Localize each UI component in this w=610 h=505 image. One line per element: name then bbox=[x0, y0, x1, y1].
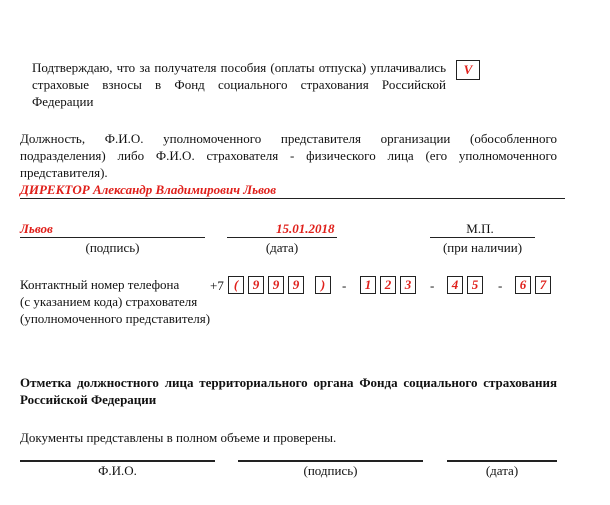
stamp-line bbox=[430, 237, 535, 238]
phone-digit-box[interactable]: 7 bbox=[535, 276, 551, 294]
phone-digit-box[interactable]: 3 bbox=[400, 276, 416, 294]
position-text-line1: Должность, Ф.И.О. уполномоченного представителя организации (обособленного bbox=[20, 131, 557, 146]
fss-heading-line2: Российской Федерации bbox=[20, 392, 157, 407]
date-caption: (дата) bbox=[265, 240, 299, 255]
fss-date-line bbox=[447, 460, 557, 462]
signature-line bbox=[20, 237, 205, 238]
date-line bbox=[227, 237, 337, 238]
confirm-checkbox[interactable]: V bbox=[456, 60, 480, 80]
phone-digit-box[interactable]: 6 bbox=[515, 276, 531, 294]
phone-separator: - bbox=[498, 278, 503, 293]
position-text-line2: подразделения) либо Ф.И.О. страхователя - физического лица (его уполномоченного bbox=[20, 148, 557, 163]
phone-digit-box[interactable]: ) bbox=[315, 276, 331, 294]
phone-digit-box[interactable]: 9 bbox=[248, 276, 264, 294]
representative-name-value[interactable]: ДИРЕКТОР Александр Владимирович Львов bbox=[20, 182, 277, 197]
phone-digit-box[interactable]: 9 bbox=[268, 276, 284, 294]
phone-digit-box[interactable]: 9 bbox=[288, 276, 304, 294]
phone-label-line3: (уполномоченного представителя) bbox=[20, 311, 211, 326]
signature-caption: (подпись) bbox=[85, 240, 140, 255]
fss-fio-caption: Ф.И.О. bbox=[98, 463, 137, 478]
stamp-label: М.П. bbox=[466, 221, 494, 236]
fss-signature-line bbox=[238, 460, 423, 462]
phone-digit-box[interactable]: 5 bbox=[467, 276, 483, 294]
fss-signature-caption: (подпись) bbox=[303, 463, 358, 478]
phone-separator: - bbox=[430, 278, 435, 293]
fss-fio-line bbox=[20, 460, 215, 462]
phone-prefix: +7 bbox=[210, 278, 224, 293]
representative-name-underline bbox=[20, 198, 565, 199]
stamp-caption: (при наличии) bbox=[442, 240, 523, 255]
phone-digit-box[interactable]: ( bbox=[228, 276, 244, 294]
phone-digit-box[interactable]: 1 bbox=[360, 276, 376, 294]
phone-label-line2: (с указанием кода) страхователя bbox=[20, 294, 198, 309]
confirm-text-line1: Подтверждаю, что за получателя пособия (оплаты отпуска) уплачивались bbox=[32, 60, 446, 75]
docs-status-text: Документы представлены в полном объеме и проверены. bbox=[20, 430, 337, 445]
phone-digit-box[interactable]: 2 bbox=[380, 276, 396, 294]
fss-date-caption: (дата) bbox=[485, 463, 519, 478]
date-value[interactable]: 15.01.2018 bbox=[276, 221, 335, 236]
position-text-line3: представителя). bbox=[20, 165, 108, 180]
confirm-text-line2: страховые взносы в Фонд социального страхования Российской bbox=[32, 77, 446, 92]
fss-heading-line1: Отметка должностного лица территориального органа Фонда социального страхования bbox=[20, 375, 557, 390]
phone-digit-box[interactable]: 4 bbox=[447, 276, 463, 294]
phone-label-line1: Контактный номер телефона bbox=[20, 277, 180, 292]
phone-separator: - bbox=[342, 278, 347, 293]
signature-value[interactable]: Львов bbox=[20, 221, 53, 236]
confirm-text-line3: Федерации bbox=[32, 94, 94, 109]
